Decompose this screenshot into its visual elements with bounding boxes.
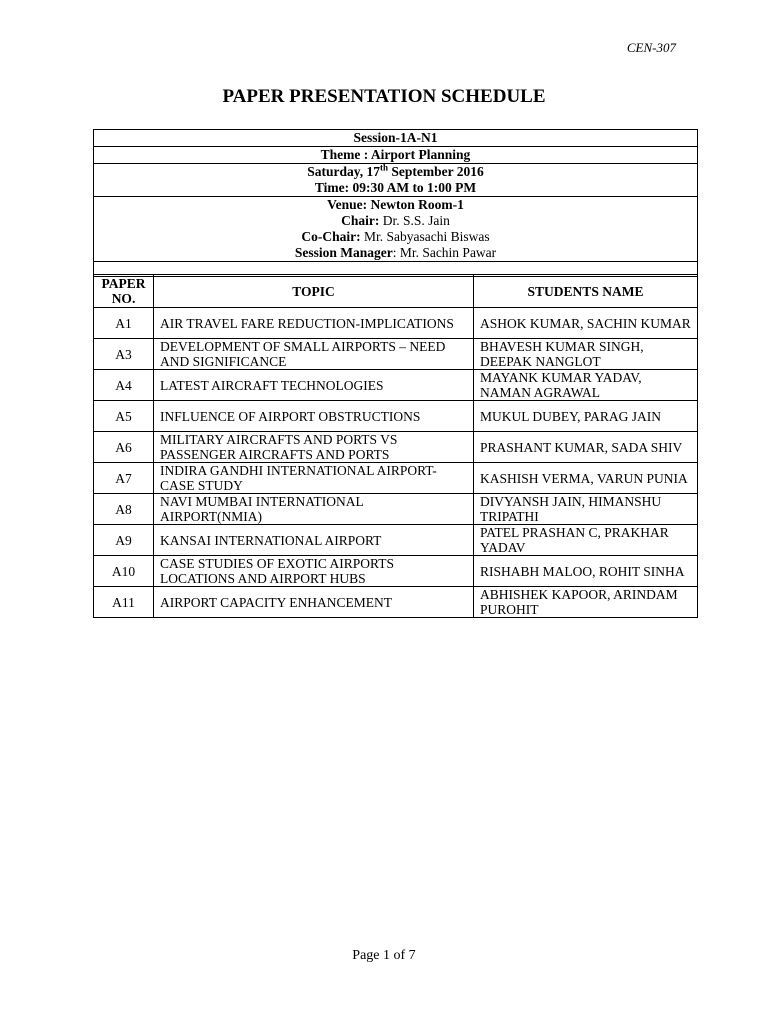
table-row bbox=[94, 401, 698, 432]
students-cell: KASHISH VERMA, VARUN PUNIA bbox=[474, 463, 698, 494]
session-time: Time: 09:30 AM to 1:00 PM bbox=[314, 180, 477, 195]
topic-cell: DEVELOPMENT OF SMALL AIRPORTS – NEED AND SIGNIFICANCE bbox=[154, 339, 474, 370]
table-row bbox=[94, 556, 698, 587]
cochair-value: Mr. Sabyasachi Biswas bbox=[360, 229, 490, 244]
students-cell: DIVYANSH JAIN, HIMANSHU TRIPATHI bbox=[474, 494, 698, 525]
topic-cell: KANSAI INTERNATIONAL AIRPORT bbox=[154, 525, 474, 556]
paper-no-cell: A10 bbox=[94, 556, 154, 587]
paper-no-cell: A4 bbox=[94, 370, 154, 401]
table-row bbox=[94, 463, 698, 494]
session-name: Session-1A-N1 bbox=[94, 130, 698, 147]
students-cell: BHAVESH KUMAR SINGH, DEEPAK NANGLOT bbox=[474, 339, 698, 370]
paper-no-cell: A7 bbox=[94, 463, 154, 494]
session-info-table bbox=[93, 129, 698, 277]
session-date-prefix: Saturday, 17 bbox=[307, 164, 380, 179]
schedule-table bbox=[93, 274, 698, 618]
header-students: STUDENTS NAME bbox=[474, 275, 698, 308]
students-cell: PATEL PRASHAN C, PRAKHAR YADAV bbox=[474, 525, 698, 556]
table-row bbox=[94, 339, 698, 370]
students-cell: MAYANK KUMAR YADAV, NAMAN AGRAWAL bbox=[474, 370, 698, 401]
table-row bbox=[94, 525, 698, 556]
students-cell: MUKUL DUBEY, PARAG JAIN bbox=[474, 401, 698, 432]
table-row bbox=[94, 308, 698, 339]
manager-value: : Mr. Sachin Pawar bbox=[392, 245, 497, 260]
document-code: CEN-307 bbox=[626, 40, 676, 55]
table-row bbox=[94, 432, 698, 463]
cochair-label: Co-Chair: bbox=[301, 229, 361, 244]
table-row bbox=[94, 587, 698, 618]
paper-no-cell: A6 bbox=[94, 432, 154, 463]
chair-label: Chair: bbox=[341, 213, 380, 228]
session-theme: Theme : Airport Planning bbox=[94, 147, 698, 164]
table-row bbox=[94, 494, 698, 525]
topic-cell: CASE STUDIES OF EXOTIC AIRPORTS LOCATIONS AND AIRPORT HUBS bbox=[154, 556, 474, 587]
session-venue: Venue: Newton Room-1 bbox=[327, 197, 464, 212]
table-header-row bbox=[94, 275, 698, 308]
topic-cell: INDIRA GANDHI INTERNATIONAL AIRPORT-CASE STUDY bbox=[154, 463, 474, 494]
topic-cell: LATEST AIRCRAFT TECHNOLOGIES bbox=[154, 370, 474, 401]
manager-label: Session Manager bbox=[294, 245, 393, 260]
session-date-suffix: September 2016 bbox=[388, 164, 484, 179]
paper-no-cell: A3 bbox=[94, 339, 154, 370]
session-date-time bbox=[94, 164, 698, 197]
topic-cell: INFLUENCE OF AIRPORT OBSTRUCTIONS bbox=[154, 401, 474, 432]
students-cell: ABHISHEK KAPOOR, ARINDAM PUROHIT bbox=[474, 587, 698, 618]
paper-no-cell: A9 bbox=[94, 525, 154, 556]
session-date-sup: th bbox=[380, 162, 389, 173]
topic-cell: MILITARY AIRCRAFTS AND PORTS VS PASSENGER AIRCRAFTS AND PORTS bbox=[154, 432, 474, 463]
students-cell: ASHOK KUMAR, SACHIN KUMAR bbox=[474, 308, 698, 339]
page-number: Page 1 of 7 bbox=[352, 948, 416, 963]
paper-no-cell: A11 bbox=[94, 587, 154, 618]
paper-no-cell: A8 bbox=[94, 494, 154, 525]
paper-no-cell: A5 bbox=[94, 401, 154, 432]
topic-cell: AIRPORT CAPACITY ENHANCEMENT bbox=[154, 587, 474, 618]
session-people bbox=[94, 197, 698, 262]
page-title: PAPER PRESENTATION SCHEDULE bbox=[222, 86, 546, 107]
topic-cell: NAVI MUMBAI INTERNATIONAL AIRPORT(NMIA) bbox=[154, 494, 474, 525]
students-cell: RISHABH MALOO, ROHIT SINHA bbox=[474, 556, 698, 587]
topic-cell: AIR TRAVEL FARE REDUCTION-IMPLICATIONS bbox=[154, 308, 474, 339]
paper-no-cell: A1 bbox=[94, 308, 154, 339]
chair-value: Dr. S.S. Jain bbox=[379, 213, 450, 228]
table-row bbox=[94, 370, 698, 401]
header-paper-no: PAPER NO. bbox=[94, 275, 154, 308]
header-topic: TOPIC bbox=[154, 275, 474, 308]
students-cell: PRASHANT KUMAR, SADA SHIV bbox=[474, 432, 698, 463]
